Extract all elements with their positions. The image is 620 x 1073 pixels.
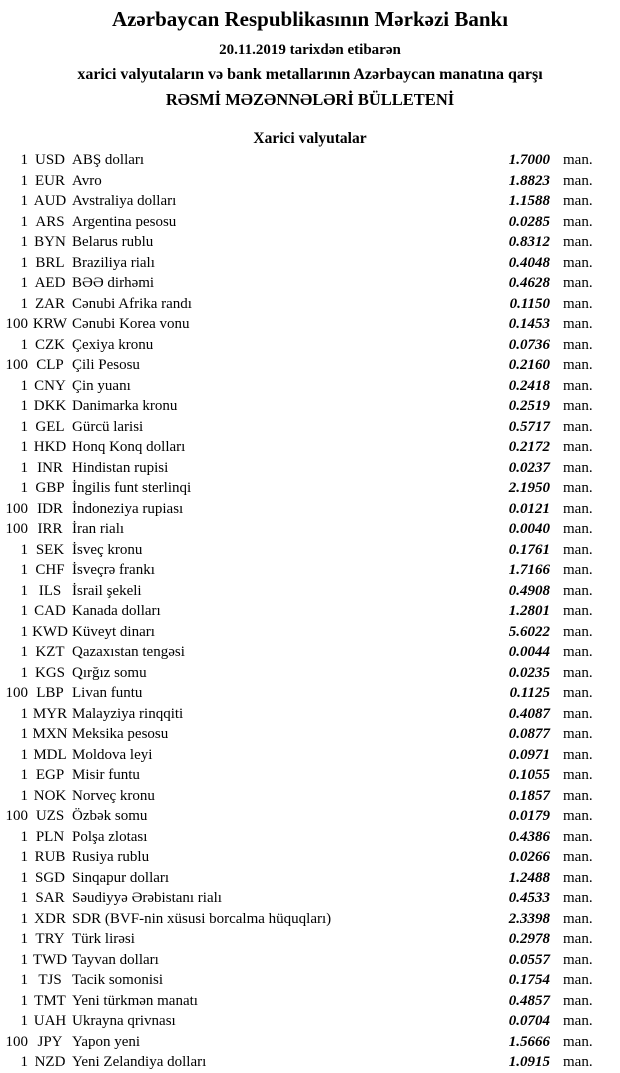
rate-value-cell: 0.4908 bbox=[508, 582, 550, 599]
quantity-cell: 1 bbox=[20, 336, 28, 353]
currency-code-cell: ARS bbox=[35, 213, 65, 230]
rate-value-cell: 0.0736 bbox=[508, 336, 550, 353]
rate-value-cell: 0.0877 bbox=[508, 726, 550, 742]
quantity-cell: 1 bbox=[20, 152, 28, 168]
quantity-cell: 100 bbox=[5, 808, 28, 824]
quantity-cell: 1 bbox=[20, 295, 28, 312]
currency-name-cell: İsrail şekeli bbox=[72, 582, 142, 599]
unit-label-cell: man. bbox=[563, 1054, 593, 1070]
currency-code-cell: TWD bbox=[32, 951, 68, 968]
currency-code-cell: NOK bbox=[33, 787, 67, 804]
currency-code-cell: UZS bbox=[35, 808, 65, 824]
rate-value-cell: 0.8312 bbox=[508, 234, 550, 250]
currency-name-cell: Argentina pesosu bbox=[72, 213, 177, 230]
effective-date: 20.11.2019 tarixdən etibarən bbox=[219, 42, 401, 58]
unit-label-cell: man. bbox=[563, 459, 593, 476]
quantity-cell: 1 bbox=[20, 992, 28, 1009]
unit-label-cell: man. bbox=[563, 1033, 593, 1050]
table-row bbox=[0, 970, 620, 991]
unit-label-cell: man. bbox=[563, 357, 593, 373]
table-row bbox=[0, 519, 620, 540]
unit-label-cell: man. bbox=[563, 172, 593, 189]
rate-value-cell: 1.7000 bbox=[508, 152, 550, 168]
table-row bbox=[0, 499, 620, 520]
rate-value-cell: 1.5666 bbox=[508, 1033, 550, 1050]
bulletin-header bbox=[0, 0, 620, 111]
currency-code-cell: IDR bbox=[37, 500, 63, 517]
unit-label-cell: man. bbox=[563, 254, 593, 271]
unit-label-cell: man. bbox=[563, 377, 593, 394]
bulletin-name: RƏSMİ MƏZƏNNƏLƏRİ BÜLLETENİ bbox=[165, 90, 455, 109]
rate-value-cell: 0.0285 bbox=[508, 213, 550, 230]
table-row bbox=[0, 909, 620, 930]
unit-label-cell: man. bbox=[563, 275, 593, 291]
quantity-cell: 1 bbox=[20, 951, 28, 968]
table-row bbox=[0, 888, 620, 909]
currency-code-cell: ILS bbox=[38, 582, 62, 599]
rate-value-cell: 0.0235 bbox=[508, 664, 550, 681]
currency-code-cell: USD bbox=[34, 152, 65, 168]
rate-value-cell: 2.3398 bbox=[508, 910, 550, 927]
quantity-cell: 1 bbox=[20, 582, 28, 599]
rate-value-cell: 0.0121 bbox=[508, 500, 550, 517]
unit-label-cell: man. bbox=[563, 603, 593, 619]
unit-label-cell: man. bbox=[563, 746, 593, 763]
table-row bbox=[0, 581, 620, 602]
currency-name-cell: Danimarka kronu bbox=[72, 398, 178, 414]
currency-name-cell: Sinqapur dolları bbox=[72, 869, 170, 886]
quantity-cell: 1 bbox=[20, 459, 28, 476]
unit-label-cell: man. bbox=[563, 808, 593, 824]
quantity-cell: 1 bbox=[20, 726, 28, 742]
table-row bbox=[0, 273, 620, 294]
unit-label-cell: man. bbox=[563, 849, 593, 865]
currency-name-cell: Misir funtu bbox=[72, 767, 140, 783]
currency-code-cell: AUD bbox=[33, 193, 67, 209]
quantity-cell: 1 bbox=[20, 828, 28, 845]
rate-value-cell: 0.1125 bbox=[509, 685, 550, 701]
currency-name-cell: BƏƏ dirhəmi bbox=[72, 275, 155, 291]
currency-name-cell: Avstraliya dolları bbox=[72, 193, 177, 209]
currency-name-cell: Gürcü larisi bbox=[72, 418, 144, 435]
currency-code-cell: GEL bbox=[35, 418, 65, 435]
rate-value-cell: 0.0704 bbox=[508, 1013, 550, 1029]
unit-label-cell: man. bbox=[563, 234, 593, 250]
table-row bbox=[0, 1052, 620, 1073]
currency-code-cell: GBP bbox=[35, 480, 65, 496]
table-row bbox=[0, 929, 620, 950]
quantity-cell: 1 bbox=[20, 910, 28, 927]
quantity-cell: 1 bbox=[20, 767, 28, 783]
currency-name-cell: Belarus rublu bbox=[72, 234, 154, 250]
quantity-cell: 1 bbox=[20, 849, 28, 865]
currency-name-cell: ABŞ dolları bbox=[72, 152, 145, 168]
currency-code-cell: KZT bbox=[35, 644, 65, 660]
rate-value-cell: 0.2519 bbox=[508, 398, 550, 414]
rate-value-cell: 1.7166 bbox=[508, 562, 550, 578]
bulletin-subtitle: xarici valyutaların və bank metallarının Azərbaycan manatına qarşı bbox=[77, 66, 543, 83]
currency-code-cell: ZAR bbox=[35, 295, 65, 312]
currency-name-cell: Tacik somonisi bbox=[72, 972, 164, 988]
quantity-cell: 1 bbox=[20, 869, 28, 886]
rate-value-cell: 0.2978 bbox=[508, 931, 550, 947]
rate-value-cell: 1.0915 bbox=[508, 1054, 550, 1070]
currency-code-cell: UAH bbox=[33, 1013, 67, 1029]
quantity-cell: 1 bbox=[20, 398, 28, 414]
unit-label-cell: man. bbox=[563, 1013, 593, 1029]
table-row bbox=[0, 745, 620, 766]
table-row bbox=[0, 314, 620, 335]
currency-name-cell: Braziliya rialı bbox=[72, 254, 155, 271]
currency-name-cell: Kanada dolları bbox=[72, 603, 161, 619]
table-row bbox=[0, 191, 620, 212]
table-row bbox=[0, 150, 620, 171]
currency-code-cell: PLN bbox=[35, 828, 65, 845]
unit-label-cell: man. bbox=[563, 480, 593, 496]
quantity-cell: 1 bbox=[20, 213, 28, 230]
currency-name-cell: İndoneziya rupiası bbox=[72, 500, 184, 517]
currency-name-cell: Çexiya kronu bbox=[72, 336, 154, 353]
rate-value-cell: 0.1761 bbox=[508, 541, 550, 558]
currency-code-cell: KWD bbox=[32, 623, 68, 640]
quantity-cell: 1 bbox=[20, 418, 28, 435]
table-row bbox=[0, 171, 620, 192]
currency-name-cell: Yeni Zelandiya dolları bbox=[72, 1054, 207, 1070]
quantity-cell: 1 bbox=[20, 193, 28, 209]
currency-code-cell: EUR bbox=[35, 172, 65, 189]
rate-value-cell: 0.2160 bbox=[508, 357, 550, 373]
table-row bbox=[0, 437, 620, 458]
unit-label-cell: man. bbox=[563, 562, 593, 578]
currency-code-cell: MDL bbox=[33, 746, 67, 763]
unit-label-cell: man. bbox=[563, 418, 593, 435]
currency-code-cell: IRR bbox=[37, 521, 63, 537]
table-row bbox=[0, 786, 620, 807]
quantity-cell: 100 bbox=[5, 500, 28, 517]
currency-name-cell: Cənubi Korea vonu bbox=[72, 316, 190, 332]
rate-value-cell: 0.4628 bbox=[508, 275, 550, 291]
table-row bbox=[0, 1032, 620, 1053]
unit-label-cell: man. bbox=[563, 931, 593, 947]
currency-name-cell: İsveçrə frankı bbox=[72, 562, 155, 578]
currency-code-cell: CZK bbox=[35, 336, 65, 353]
rate-value-cell: 1.2488 bbox=[508, 869, 550, 886]
table-row bbox=[0, 827, 620, 848]
quantity-cell: 1 bbox=[20, 275, 28, 291]
rate-value-cell: 0.1453 bbox=[508, 316, 550, 332]
table-row bbox=[0, 560, 620, 581]
currency-name-cell: Çin yuanı bbox=[72, 377, 131, 394]
table-row bbox=[0, 991, 620, 1012]
unit-label-cell: man. bbox=[563, 787, 593, 804]
currency-name-cell: Qazaxıstan tengəsi bbox=[72, 644, 185, 660]
quantity-cell: 100 bbox=[5, 1033, 28, 1050]
currency-name-cell: SDR (BVF-nin xüsusi borcalma hüquqları) bbox=[72, 910, 332, 927]
quantity-cell: 1 bbox=[20, 644, 28, 660]
currency-code-cell: INR bbox=[37, 459, 63, 476]
unit-label-cell: man. bbox=[563, 644, 593, 660]
unit-label-cell: man. bbox=[563, 541, 593, 558]
currency-code-cell: BRL bbox=[35, 254, 65, 271]
unit-label-cell: man. bbox=[563, 705, 593, 722]
unit-label-cell: man. bbox=[563, 213, 593, 230]
rate-value-cell: 0.4386 bbox=[508, 828, 550, 845]
table-row bbox=[0, 212, 620, 233]
currency-name-cell: Malayziya rinqqiti bbox=[72, 705, 184, 722]
unit-label-cell: man. bbox=[563, 992, 593, 1009]
quantity-cell: 1 bbox=[20, 931, 28, 947]
unit-label-cell: man. bbox=[563, 439, 593, 455]
quantity-cell: 100 bbox=[5, 316, 28, 332]
unit-label-cell: man. bbox=[563, 582, 593, 599]
rate-value-cell: 0.0971 bbox=[508, 746, 550, 763]
currency-name-cell: Avro bbox=[72, 172, 102, 189]
currency-code-cell: SAR bbox=[35, 890, 65, 906]
currency-code-cell: MXN bbox=[32, 726, 68, 742]
unit-label-cell: man. bbox=[563, 869, 593, 886]
currency-code-cell: EGP bbox=[35, 767, 65, 783]
table-row bbox=[0, 294, 620, 315]
quantity-cell: 1 bbox=[20, 746, 28, 763]
currency-code-cell: BYN bbox=[34, 234, 66, 250]
unit-label-cell: man. bbox=[563, 623, 593, 640]
currency-code-cell: LBP bbox=[36, 685, 64, 701]
quantity-cell: 1 bbox=[20, 664, 28, 681]
currency-code-cell: KRW bbox=[32, 316, 68, 332]
quantity-cell: 1 bbox=[20, 1013, 28, 1029]
currency-code-cell: CNY bbox=[34, 377, 66, 394]
table-row bbox=[0, 806, 620, 827]
currency-code-cell: SGD bbox=[34, 869, 65, 886]
currency-name-cell: Cənubi Afrika randı bbox=[72, 295, 192, 312]
quantity-cell: 1 bbox=[20, 705, 28, 722]
rate-value-cell: 0.0044 bbox=[508, 644, 550, 660]
unit-label-cell: man. bbox=[563, 316, 593, 332]
rate-value-cell: 1.1588 bbox=[508, 193, 550, 209]
currency-code-cell: KGS bbox=[34, 664, 65, 681]
quantity-cell: 1 bbox=[20, 234, 28, 250]
currency-name-cell: Meksika pesosu bbox=[72, 726, 169, 742]
bank-title: Azərbaycan Respublikasının Mərkəzi Bankı bbox=[111, 7, 509, 31]
table-row bbox=[0, 765, 620, 786]
currency-code-cell: TMT bbox=[34, 992, 66, 1009]
currency-code-cell: RUB bbox=[34, 849, 66, 865]
rate-value-cell: 0.5717 bbox=[508, 418, 550, 435]
quantity-cell: 100 bbox=[5, 357, 28, 373]
currency-name-cell: Ukrayna qrivnası bbox=[72, 1013, 176, 1029]
quantity-cell: 1 bbox=[20, 254, 28, 271]
rate-value-cell: 2.1950 bbox=[508, 480, 550, 496]
rate-value-cell: 0.0179 bbox=[508, 808, 550, 824]
table-row bbox=[0, 1011, 620, 1032]
currency-code-cell: MYR bbox=[32, 705, 68, 722]
quantity-cell: 1 bbox=[20, 562, 28, 578]
exchange-rates-table bbox=[0, 150, 620, 1073]
quantity-cell: 100 bbox=[5, 521, 28, 537]
rate-value-cell: 0.0040 bbox=[508, 521, 550, 537]
currency-name-cell: Tayvan dolları bbox=[72, 951, 159, 968]
currency-name-cell: Çili Pesosu bbox=[72, 357, 140, 373]
table-row bbox=[0, 868, 620, 889]
section-title-foreign-currencies: Xarici valyutalar bbox=[253, 130, 367, 147]
quantity-cell: 1 bbox=[20, 603, 28, 619]
currency-code-cell: TRY bbox=[35, 931, 65, 947]
table-row bbox=[0, 355, 620, 376]
currency-name-cell: Norveç kronu bbox=[72, 787, 155, 804]
quantity-cell: 1 bbox=[20, 541, 28, 558]
table-row bbox=[0, 335, 620, 356]
currency-code-cell: HKD bbox=[33, 439, 67, 455]
quantity-cell: 1 bbox=[20, 480, 28, 496]
table-row bbox=[0, 253, 620, 274]
unit-label-cell: man. bbox=[563, 767, 593, 783]
rate-value-cell: 0.0557 bbox=[508, 951, 550, 968]
currency-name-cell: İran rialı bbox=[72, 521, 125, 537]
table-row bbox=[0, 601, 620, 622]
quantity-cell: 1 bbox=[20, 890, 28, 906]
table-row bbox=[0, 704, 620, 725]
currency-name-cell: Yapon yeni bbox=[72, 1033, 141, 1050]
currency-code-cell: NZD bbox=[34, 1054, 66, 1070]
table-row bbox=[0, 458, 620, 479]
unit-label-cell: man. bbox=[563, 193, 593, 209]
currency-name-cell: İngilis funt sterlinqi bbox=[72, 480, 192, 496]
rate-value-cell: 0.4857 bbox=[508, 992, 550, 1009]
table-row bbox=[0, 232, 620, 253]
currency-name-cell: İsveç kronu bbox=[72, 541, 143, 558]
table-row bbox=[0, 396, 620, 417]
quantity-cell: 100 bbox=[5, 685, 28, 701]
currency-name-cell: Qırğız somu bbox=[72, 664, 147, 681]
quantity-cell: 1 bbox=[20, 377, 28, 394]
currency-name-cell: Moldova leyi bbox=[72, 746, 153, 763]
table-row bbox=[0, 663, 620, 684]
table-row bbox=[0, 950, 620, 971]
unit-label-cell: man. bbox=[563, 951, 593, 968]
table-row bbox=[0, 540, 620, 561]
rate-value-cell: 0.4048 bbox=[508, 254, 550, 271]
quantity-cell: 1 bbox=[20, 1054, 28, 1070]
quantity-cell: 1 bbox=[20, 787, 28, 804]
table-row bbox=[0, 847, 620, 868]
quantity-cell: 1 bbox=[20, 623, 28, 640]
currency-code-cell: JPY bbox=[37, 1033, 63, 1050]
unit-label-cell: man. bbox=[563, 910, 593, 927]
unit-label-cell: man. bbox=[563, 685, 593, 701]
rate-value-cell: 0.0266 bbox=[508, 849, 550, 865]
rate-value-cell: 0.2172 bbox=[508, 439, 550, 455]
unit-label-cell: man. bbox=[563, 972, 593, 988]
currency-name-cell: Səudiyyə Ərəbistanı rialı bbox=[72, 890, 222, 906]
rate-value-cell: 5.6022 bbox=[508, 623, 550, 640]
rate-value-cell: 0.1754 bbox=[508, 972, 550, 988]
currency-name-cell: Livan funtu bbox=[72, 685, 143, 701]
currency-code-cell: CAD bbox=[34, 603, 66, 619]
quantity-cell: 1 bbox=[20, 172, 28, 189]
rate-value-cell: 0.0237 bbox=[508, 459, 550, 476]
currency-code-cell: SEK bbox=[35, 541, 65, 558]
quantity-cell: 1 bbox=[20, 439, 28, 455]
rate-value-cell: 0.1055 bbox=[508, 767, 550, 783]
quantity-cell: 1 bbox=[20, 972, 28, 988]
unit-label-cell: man. bbox=[563, 295, 593, 312]
currency-code-cell: TJS bbox=[38, 972, 62, 988]
table-row bbox=[0, 642, 620, 663]
unit-label-cell: man. bbox=[563, 890, 593, 906]
rate-value-cell: 1.2801 bbox=[508, 603, 550, 619]
rate-value-cell: 0.4087 bbox=[508, 705, 550, 722]
unit-label-cell: man. bbox=[563, 152, 593, 168]
rate-value-cell: 1.8823 bbox=[508, 172, 550, 189]
currency-code-cell: XDR bbox=[34, 910, 66, 927]
table-row bbox=[0, 417, 620, 438]
table-row bbox=[0, 622, 620, 643]
unit-label-cell: man. bbox=[563, 664, 593, 681]
currency-code-cell: CLP bbox=[36, 357, 64, 373]
currency-code-cell: CHF bbox=[35, 562, 65, 578]
unit-label-cell: man. bbox=[563, 398, 593, 414]
rate-value-cell: 0.1150 bbox=[509, 295, 550, 312]
currency-name-cell: Honq Konq dolları bbox=[72, 439, 186, 455]
currency-name-cell: Polşa zlotası bbox=[72, 828, 148, 845]
currency-name-cell: Küveyt dinarı bbox=[72, 623, 155, 640]
currency-code-cell: AED bbox=[34, 275, 66, 291]
currency-code-cell: DKK bbox=[33, 398, 67, 414]
unit-label-cell: man. bbox=[563, 500, 593, 517]
unit-label-cell: man. bbox=[563, 828, 593, 845]
unit-label-cell: man. bbox=[563, 521, 593, 537]
currency-name-cell: Rusiya rublu bbox=[72, 849, 150, 865]
rate-value-cell: 0.1857 bbox=[508, 787, 550, 804]
currency-name-cell: Yeni türkmən manatı bbox=[72, 992, 198, 1009]
rate-value-cell: 0.4533 bbox=[508, 890, 550, 906]
table-row bbox=[0, 376, 620, 397]
rate-value-cell: 0.2418 bbox=[508, 377, 550, 394]
table-row bbox=[0, 724, 620, 745]
currency-name-cell: Özbək somu bbox=[72, 808, 148, 824]
table-row bbox=[0, 478, 620, 499]
unit-label-cell: man. bbox=[563, 336, 593, 353]
table-row bbox=[0, 683, 620, 704]
currency-name-cell: Hindistan rupisi bbox=[72, 459, 169, 476]
unit-label-cell: man. bbox=[563, 726, 593, 742]
currency-name-cell: Türk lirəsi bbox=[72, 931, 135, 947]
